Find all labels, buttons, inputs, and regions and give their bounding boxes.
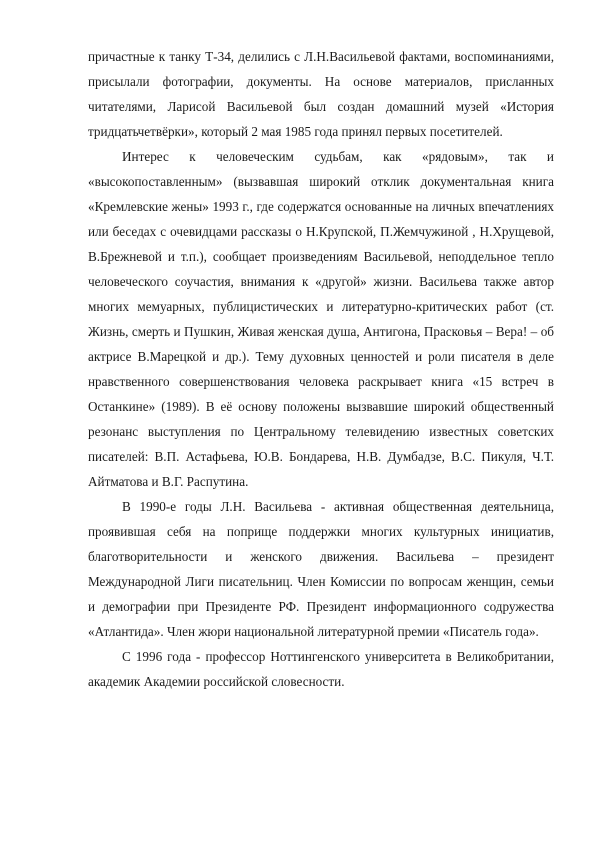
paragraph-1: причастные к танку Т-34, делились с Л.Н.Васильевой фактами, воспоминаниями, присылали фотографии, документы. На основе материалов, присланных читателями, Ларисой Васильевой был создан домашний музей «История тридцатьчетвёрки», который 2 мая 1985 года принял первых посетителей.	[88, 49, 554, 139]
document-page	[88, 44, 554, 694]
paragraph-4: С 1996 года - профессор Ноттингенского университета в Великобритании, академик Академии российской словесности.	[88, 649, 554, 689]
paragraph-2: Интерес к человеческим судьбам, как «рядовым», так и «высокопоставленным» (вызвавшая широкий отклик документальная книга «Кремлевские жены» 1993 г., где содержатся основанные на личных впечатлениях или беседах с очевидцами рассказы о Н.Крупской, П.Жемчужиной , Н.Хрущевой, В.Брежневой и т.п.), сообщает произведениям Васильевой, неподдельное тепло человеческого соучастия, внимания к «другой» жизни. Васильева также автор многих мемуарных, публицистических и литературно-критических работ (ст. Жизнь, смерть и Пушкин, Живая женская душа, Антигона, Прасковья – Вера! – об актрисе В.Марецкой и др.). Тему духовных ценностей и роли писателя в деле нравственного совершенствования человека раскрывает книга «15 встреч в Останкине» (1989). В её основу положены вызвавшие широкий общественный резонанс выступления по Центральному телевидению известных советских писателей: В.П. Астафьева, Ю.В. Бондарева, Н.В. Думбадзе, В.С. Пикуля, Ч.Т. Айтматова и В.Г. Распутина.	[88, 149, 554, 489]
paragraph-3: В 1990-е годы Л.Н. Васильева - активная общественная деятельница, проявившая себя на поприще поддержки многих культурных инициатив, благотворительности и женского движения. Васильева – президент Международной Лиги писательниц. Член Комиссии по вопросам женщин, семьи и демографии при Президенте РФ. Президент информационного содружества «Атлантида». Член жюри национальной литературной премии «Писатель года».	[88, 499, 554, 639]
